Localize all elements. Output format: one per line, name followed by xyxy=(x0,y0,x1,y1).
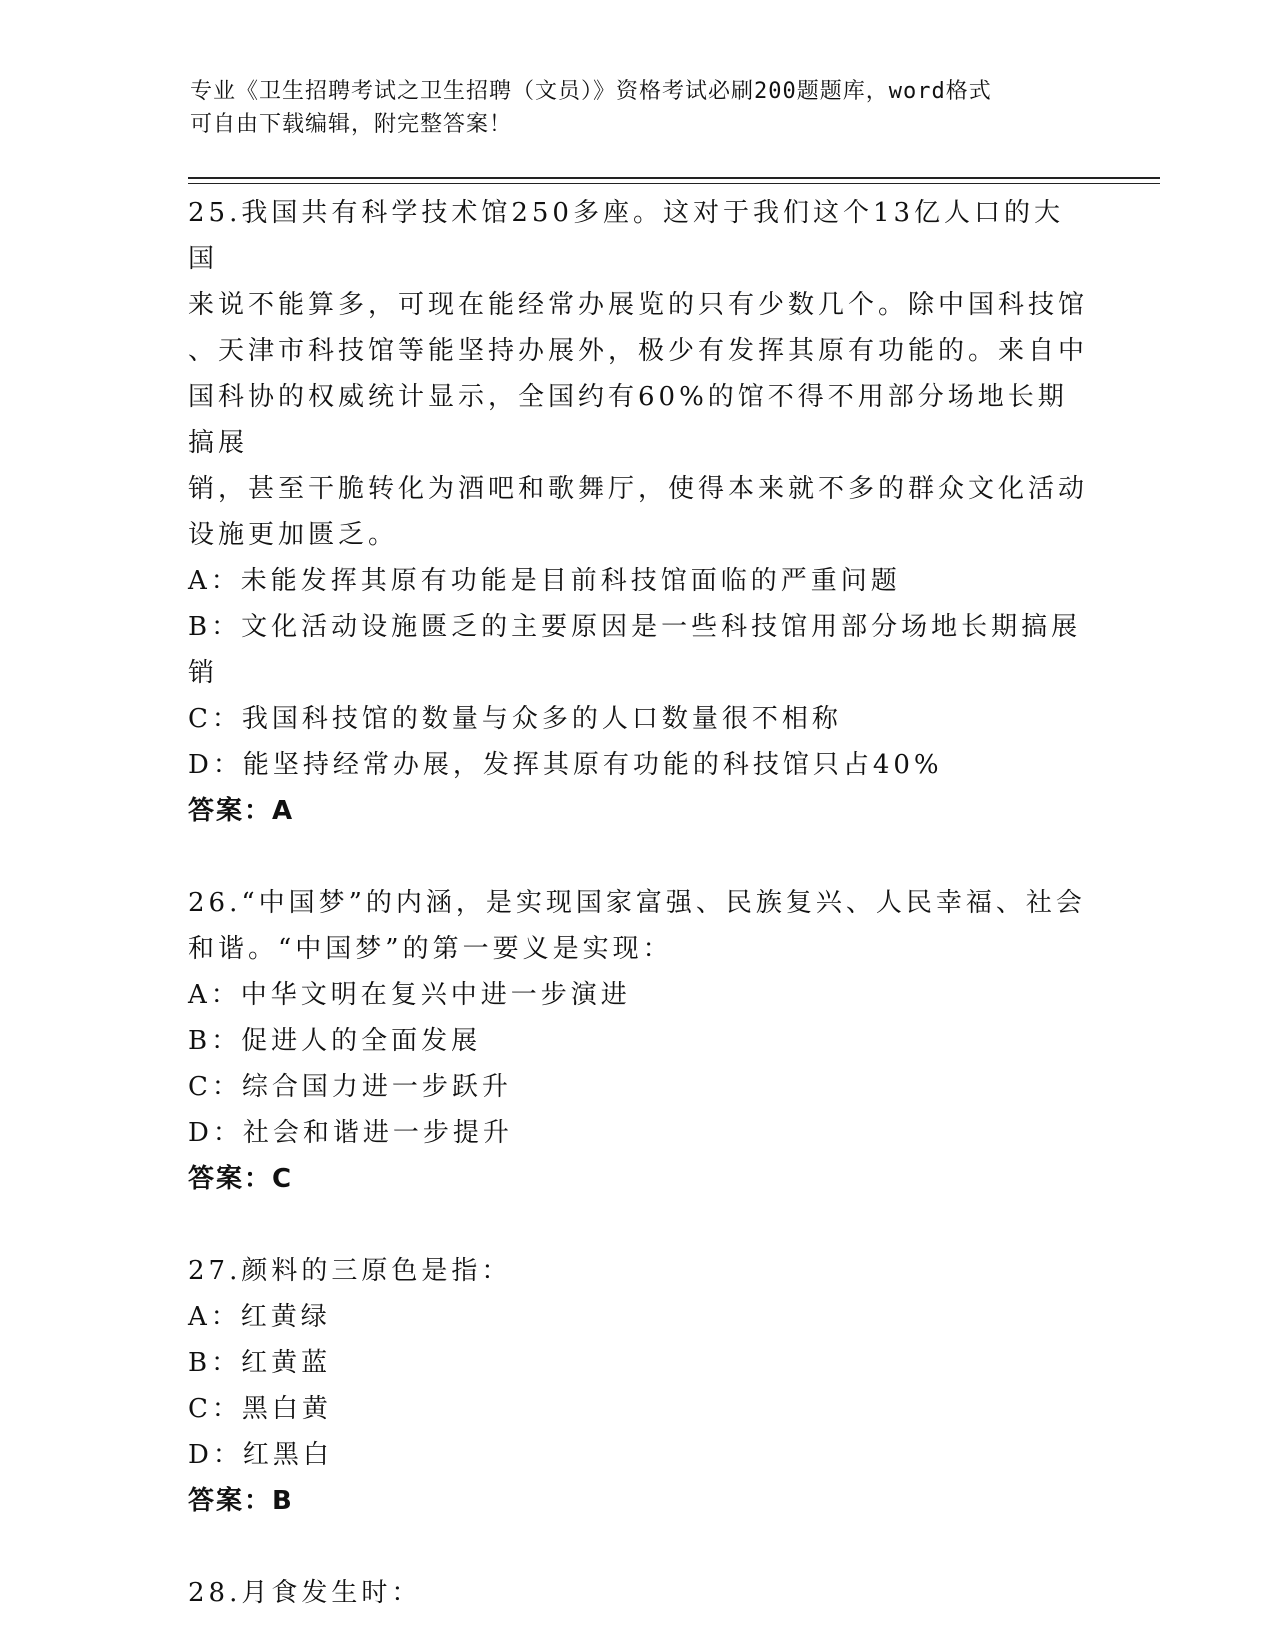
question-stem-line: 、天津市科技馆等能坚持办展外，极少有发挥其原有功能的。来自中 xyxy=(188,336,1089,366)
header-line-1: 专业《卫生招聘考试之卫生招聘（文员）》资格考试必刷200题题库，word格式 xyxy=(190,79,992,104)
document-header xyxy=(190,75,1090,141)
option-a: A：红黄绿 xyxy=(188,1302,331,1332)
answer-label: 答案：B xyxy=(188,1486,294,1516)
question-stem-line: 和谐。“中国梦”的第一要义是实现： xyxy=(188,934,673,964)
answer-label: 答案：C xyxy=(188,1164,294,1194)
question-stem-line: 26.“中国梦”的内涵，是实现国家富强、民族复兴、人民幸福、社会 xyxy=(188,888,1086,918)
question-stem-line: 来说不能算多，可现在能经常办展览的只有少数几个。除中国科技馆 xyxy=(188,290,1089,320)
option-d: D：能坚持经常办展，发挥其原有功能的科技馆只占40% xyxy=(188,750,943,780)
answer-label: 答案：A xyxy=(188,796,295,826)
question-25 xyxy=(188,190,1088,834)
header-line-2: 可自由下载编辑，附完整答案！ xyxy=(190,112,513,137)
question-stem-line: 28.月食发生时： xyxy=(188,1578,422,1608)
question-28 xyxy=(188,1570,1088,1616)
spacer xyxy=(188,1524,1088,1570)
option-d: D：社会和谐进一步提升 xyxy=(188,1118,513,1148)
question-list xyxy=(188,190,1088,1616)
question-stem-line: 27.颜料的三原色是指： xyxy=(188,1256,512,1286)
question-stem-line: 国科协的权威统计显示，全国约有60%的馆不得不用部分场地长期搞展 xyxy=(188,382,1068,458)
question-stem-line: 25.我国共有科学技术馆250多座。这对于我们这个13亿人口的大国 xyxy=(188,198,1065,274)
option-d: D：红黑白 xyxy=(188,1440,333,1470)
option-b: B：文化活动设施匮乏的主要原因是一些科技馆用部分场地长期搞展销 xyxy=(188,612,1082,688)
header-divider-thin xyxy=(188,183,1160,184)
option-c: C：综合国力进一步跃升 xyxy=(188,1072,512,1102)
spacer xyxy=(188,1202,1088,1248)
question-stem-line: 设施更加匮乏。 xyxy=(188,520,399,550)
option-b: B：红黄蓝 xyxy=(188,1348,332,1378)
option-a: A：未能发挥其原有功能是目前科技馆面临的严重问题 xyxy=(188,566,901,596)
spacer xyxy=(188,834,1088,880)
question-27 xyxy=(188,1248,1088,1524)
option-a: A：中华文明在复兴中进一步演进 xyxy=(188,980,631,1010)
option-b: B：促进人的全面发展 xyxy=(188,1026,482,1056)
header-divider-thick xyxy=(188,177,1160,179)
option-c: C：黑白黄 xyxy=(188,1394,332,1424)
question-26 xyxy=(188,880,1088,1202)
question-stem-line: 销，甚至干脆转化为酒吧和歌舞厅，使得本来就不多的群众文化活动 xyxy=(188,474,1089,504)
option-c: C：我国科技馆的数量与众多的人口数量很不相称 xyxy=(188,704,842,734)
